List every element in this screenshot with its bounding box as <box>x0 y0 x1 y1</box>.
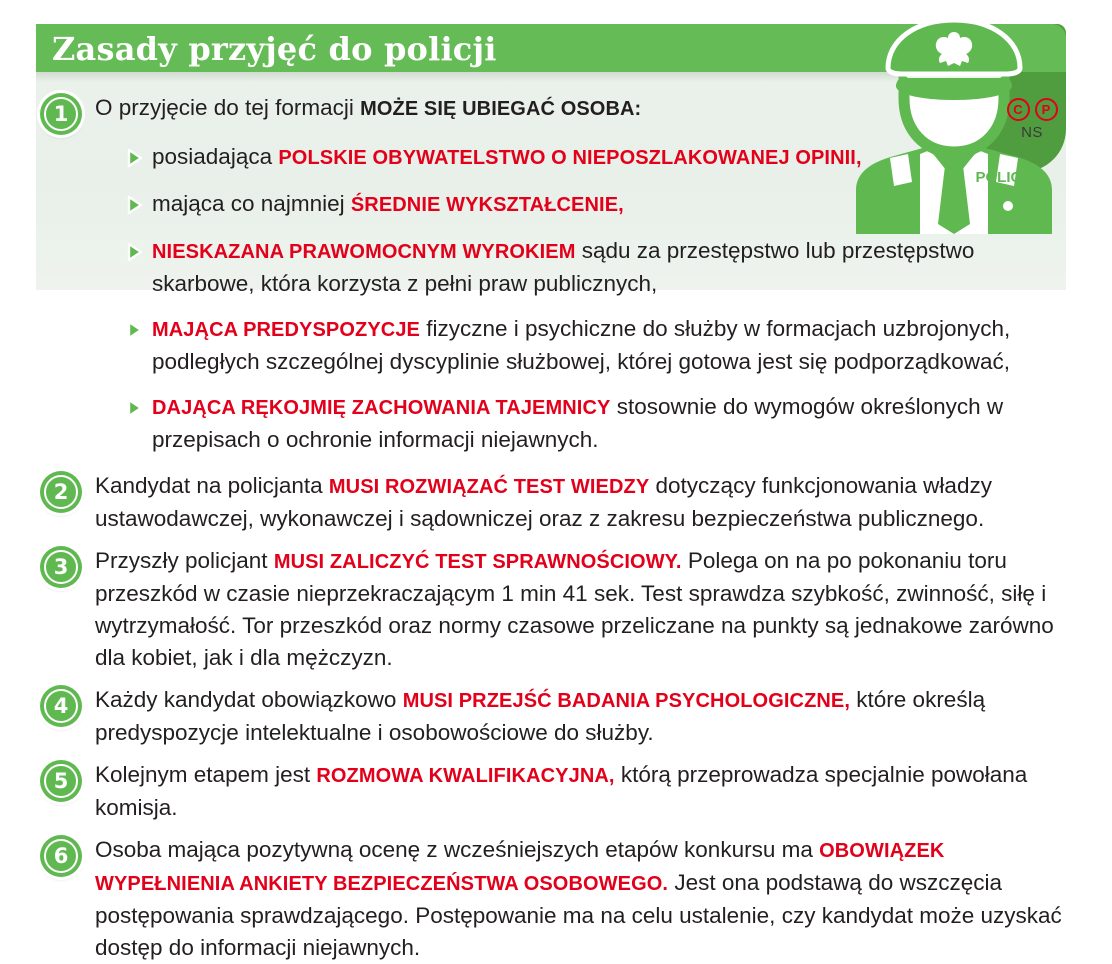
text-pre: posiadająca <box>152 144 279 169</box>
rule-number-badge-6 <box>40 835 82 877</box>
rule-number-2: 2 <box>53 479 69 504</box>
text-highlight: MUSI PRZEJŚĆ BADANIA PSYCHOLOGICZNE, <box>402 690 851 712</box>
text-highlight: MUSI ROZWIĄZAĆ TEST WIEDZY <box>328 476 650 498</box>
text-post: dotyczący funkcjonowania władzy ustawodawczej, wykonawczej i sądowniczej oraz z zakresu bezpieczeństwa publicznego. <box>95 473 992 531</box>
text-pre: Osoba mająca pozytywną ocenę z wcześniejszych etapów konkursu ma <box>95 837 820 862</box>
rule-body-4 <box>82 684 1112 749</box>
text-post: stosownie do wymogów określonych w przepisach o ochronie informacji niejawnych. <box>152 394 1004 452</box>
rule-number-5: 5 <box>53 768 69 793</box>
text-highlight: POLSKIE OBYWATELSTWO O NIEPOSZLAKOWANEJ OPINII, <box>278 147 862 169</box>
rule-number-badge-3 <box>40 546 82 588</box>
copyright-p-icon: P <box>1035 98 1058 121</box>
rule-number-badge-4 <box>40 685 82 727</box>
text-post: sądu za przestępstwo lub przestępstwo skarbowe, która korzysta z pełni praw publicznych, <box>152 238 975 296</box>
triangle-bullet-icon <box>127 320 143 340</box>
text-pre: mająca co najmniej <box>152 191 351 216</box>
text-post: Polega on na po pokonaniu toru przeszkód w czasie nieprzekraczającym 1 min 41 sek. Test sprawdza szybkość, zwinność, siłę i wytrzymałość. Tor przeszkód oraz normy czasowe przeliczane na punkty są jednakowe zarówno dla kobiet, jak i dla mężczyzn. <box>95 548 1054 670</box>
policja-badge-text: POLICJA <box>975 169 1041 186</box>
list-item-text <box>152 235 1068 299</box>
text-pre: Kolejnym etapem jest <box>95 762 317 787</box>
text-post: Jest ona podstawą do wszczęcia postępowania sprawdzającego. Postępowanie ma na celu ustalenie, czy kandydat może uzyskać dostęp do informacji niejawnych. <box>95 870 1062 960</box>
rule-1-lead-emphasis: MOŻE SIĘ UBIEGAĆ OSOBA: <box>360 98 642 120</box>
triangle-bullet-icon <box>127 195 143 215</box>
rule-number-badge-5 <box>40 760 82 802</box>
triangle-bullet-icon <box>127 242 143 262</box>
text-post: które określą predyspozycje intelektualne i osobowościowe do służby. <box>95 687 986 745</box>
rule-item-4 <box>0 684 1112 749</box>
rule-item-2 <box>0 470 1112 535</box>
text-pre: Przyszły policjant <box>95 548 274 573</box>
rule-number-badge-1 <box>40 93 82 135</box>
text-highlight: ŚREDNIE WYKSZTAŁCENIE, <box>350 194 624 216</box>
rule-item-3 <box>0 545 1112 674</box>
text-highlight: NIESKAZANA PRAWOMOCNYM WYROKIEM <box>152 241 576 263</box>
rule-body-6 <box>82 834 1112 964</box>
triangle-bullet-icon <box>127 398 143 418</box>
text-highlight: DAJĄCA RĘKOJMIĘ ZACHOWANIA TAJEMNICY <box>152 397 611 419</box>
watermark <box>1000 98 1064 141</box>
triangle-bullet-icon <box>127 148 143 168</box>
rule-body-3 <box>82 545 1112 674</box>
rule-number-badge-2 <box>40 471 82 513</box>
page-title: Zasady przyjęć do policji <box>52 30 497 68</box>
text-highlight: MAJĄCA PREDYSPOZYCJE <box>152 319 420 341</box>
copyright-c-icon: C <box>1007 98 1030 121</box>
rule-body-2 <box>82 470 1112 535</box>
rule-number-6: 6 <box>53 843 69 868</box>
text-highlight: OBOWIĄZEK WYPEŁNIENIA ANKIETY BEZPIECZEŃSTWA OSOBOWEGO. <box>95 840 945 895</box>
police-star-icon <box>989 187 1027 225</box>
rule-item-5 <box>0 759 1112 824</box>
list-item-text <box>152 391 1068 455</box>
list-item <box>127 235 1068 299</box>
text-pre: Każdy kandydat obowiązkowo <box>95 687 403 712</box>
rule-number-3: 3 <box>53 554 69 579</box>
text-pre: Kandydat na policjanta <box>95 473 329 498</box>
list-item <box>127 391 1068 455</box>
rule-1-lead-plain: O przyjęcie do tej formacji <box>95 95 361 120</box>
text-highlight: MUSI ZALICZYĆ TEST SPRAWNOŚCIOWY. <box>273 551 682 573</box>
watermark-label: NS <box>1021 124 1043 141</box>
rule-item-6 <box>0 834 1112 964</box>
text-post: fizyczne i psychiczne do służby w formacjach uzbrojonych, podległych szczególnej dyscyplinie służbowej, której gotowa jest się podporządkować, <box>152 316 1011 374</box>
text-post: którą przeprowadza specjalnie powołana komisja. <box>95 762 1028 820</box>
rule-number-1: 1 <box>53 101 69 126</box>
rule-body-5 <box>82 759 1112 824</box>
rule-number-4: 4 <box>53 693 69 718</box>
text-highlight: ROZMOWA KWALIFIKACYJNA, <box>316 765 615 787</box>
list-item-text <box>152 313 1068 377</box>
list-item <box>127 313 1068 377</box>
